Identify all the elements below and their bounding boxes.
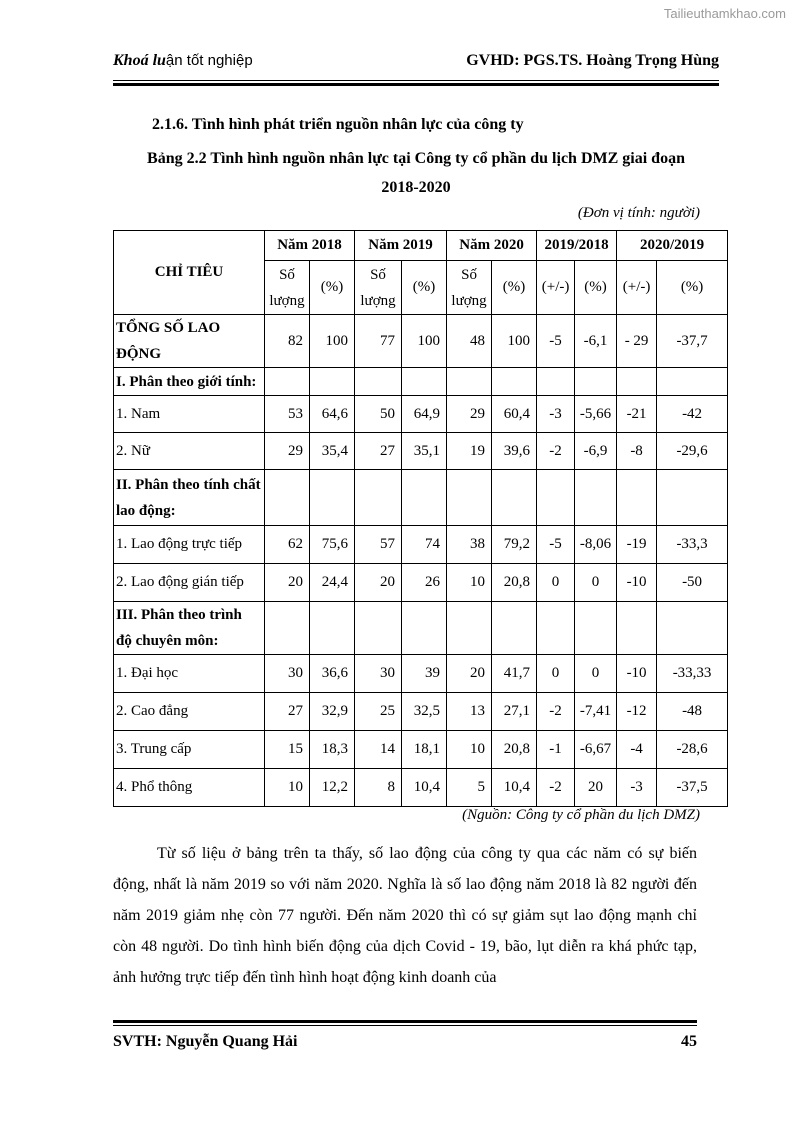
table-cell [537, 602, 575, 655]
table-cell: 27 [265, 693, 310, 731]
table-cell: 13 [447, 693, 492, 731]
row-label: 1. Đại học [114, 655, 265, 693]
table-cell: -2 [537, 693, 575, 731]
table-cell: 26 [402, 564, 447, 602]
table-cell [575, 368, 617, 396]
col-header-2019-2018: 2019/2018 [537, 231, 617, 261]
table-cell: 10 [447, 564, 492, 602]
table-cell: 19 [447, 433, 492, 470]
table-cell: 32,5 [402, 693, 447, 731]
table-cell: 57 [355, 526, 402, 564]
table-cell: -4 [617, 731, 657, 769]
table-cell: -48 [657, 693, 728, 731]
table-cell [492, 470, 537, 526]
table-row [114, 315, 728, 368]
table-cell [402, 470, 447, 526]
table-cell: 60,4 [492, 396, 537, 433]
page-number: 45 [681, 1033, 697, 1050]
table-row [114, 396, 728, 433]
table-row [114, 526, 728, 564]
table-cell: 74 [402, 526, 447, 564]
table-cell: 77 [355, 315, 402, 368]
table-cell: 82 [265, 315, 310, 368]
table-cell [537, 368, 575, 396]
table-cell: 29 [447, 396, 492, 433]
row-label: TỔNG SỐ LAO ĐỘNG [114, 315, 265, 368]
table-cell [575, 470, 617, 526]
table-cell [355, 602, 402, 655]
table-section-row [114, 602, 728, 655]
table-cell: 41,7 [492, 655, 537, 693]
table-cell [310, 368, 355, 396]
table-cell: 48 [447, 315, 492, 368]
table-cell: 8 [355, 769, 402, 807]
table-cell: 0 [537, 564, 575, 602]
table-cell: - 29 [617, 315, 657, 368]
table-cell: 0 [537, 655, 575, 693]
subheader-qty: Số lượng [355, 261, 402, 315]
header-thesis-label: Khoá luận tốt nghiệp [113, 52, 253, 69]
table-cell: 20 [265, 564, 310, 602]
table-cell [617, 602, 657, 655]
table-cell: 27 [355, 433, 402, 470]
table-cell: 53 [265, 396, 310, 433]
row-label: 2. Lao động gián tiếp [114, 564, 265, 602]
table-cell: -6,9 [575, 433, 617, 470]
row-label: 2. Nữ [114, 433, 265, 470]
table-cell: 27,1 [492, 693, 537, 731]
row-label: I. Phân theo giới tính: [114, 368, 265, 396]
table-caption-line2: 2018-2020 [381, 179, 451, 196]
table-cell: 64,6 [310, 396, 355, 433]
col-header-2020: Năm 2020 [447, 231, 537, 261]
col-header-2019: Năm 2019 [355, 231, 447, 261]
footer-rule-thin [113, 1025, 697, 1026]
table-cell [492, 602, 537, 655]
table-cell [310, 602, 355, 655]
table-cell: -50 [657, 564, 728, 602]
table-cell: -10 [617, 564, 657, 602]
table-cell: 5 [447, 769, 492, 807]
table-cell: -12 [617, 693, 657, 731]
table-cell: 30 [265, 655, 310, 693]
table-cell [265, 368, 310, 396]
table-cell: -29,6 [657, 433, 728, 470]
page-header [113, 52, 719, 74]
table-cell: 25 [355, 693, 402, 731]
col-header-criteria: CHỈ TIÊU [114, 231, 265, 315]
table-section-row [114, 368, 728, 396]
row-label: 2. Cao đẳng [114, 693, 265, 731]
table-cell: 39 [402, 655, 447, 693]
table-row [114, 433, 728, 470]
table-cell: 100 [310, 315, 355, 368]
table-cell [617, 470, 657, 526]
table-cell: -28,6 [657, 731, 728, 769]
table-cell: 15 [265, 731, 310, 769]
table-cell: 0 [575, 564, 617, 602]
header-rule-thick [113, 83, 719, 86]
subheader-diff: (+/-) [537, 261, 575, 315]
table-row [114, 731, 728, 769]
table-cell [657, 470, 728, 526]
table-cell: 50 [355, 396, 402, 433]
col-header-2020-2019: 2020/2019 [617, 231, 728, 261]
table-cell [657, 368, 728, 396]
table-cell: -42 [657, 396, 728, 433]
table-cell: -3 [537, 396, 575, 433]
table-row [114, 655, 728, 693]
table-cell: -8 [617, 433, 657, 470]
table-cell [265, 602, 310, 655]
table-cell: 10,4 [492, 769, 537, 807]
table-cell: 20 [447, 655, 492, 693]
section-title: 2.1.6. Tình hình phát triển nguồn nhân lực của công ty [152, 116, 524, 133]
table-cell: 20,8 [492, 731, 537, 769]
row-label: 1. Lao động trực tiếp [114, 526, 265, 564]
table-cell: 39,6 [492, 433, 537, 470]
table-cell: 0 [575, 655, 617, 693]
table-cell: -10 [617, 655, 657, 693]
table-cell: -3 [617, 769, 657, 807]
table-cell: 10,4 [402, 769, 447, 807]
table-cell: 20 [355, 564, 402, 602]
table-cell: -2 [537, 769, 575, 807]
paragraph-text: Từ số liệu ở bảng trên ta thấy, số lao động của công ty qua các năm có sự biến động, nhất là năm 2019 so với năm 2020. Nghĩa là số lao động năm 2018 là 82 người đến năm 2019 giảm nhẹ còn 77 người. Đến năm 2020 thì có sự giảm sụt lao động mạnh chỉ còn 48 người. Do tình hình biến động của dịch Covid - 19, bão, lụt diễn ra khá phức tạp, ảnh hưởng trực tiếp đến tình hình hoạt động kinh doanh của [113, 845, 697, 986]
table-cell: 35,1 [402, 433, 447, 470]
subheader-pct: (%) [310, 261, 355, 315]
table-cell [355, 368, 402, 396]
subheader-qty: Số lượng [447, 261, 492, 315]
table-cell: 36,6 [310, 655, 355, 693]
table-row [114, 693, 728, 731]
table-cell: 10 [447, 731, 492, 769]
table-cell: 79,2 [492, 526, 537, 564]
col-header-2018: Năm 2018 [265, 231, 355, 261]
table-cell: 35,4 [310, 433, 355, 470]
table-cell [310, 470, 355, 526]
table-cell: -33,33 [657, 655, 728, 693]
table-cell: -5,66 [575, 396, 617, 433]
table-caption-line1: Bảng 2.2 Tình hình nguồn nhân lực tại Công ty cổ phần du lịch DMZ giai đoạn [147, 150, 685, 167]
row-label: 4. Phổ thông [114, 769, 265, 807]
table-cell: 64,9 [402, 396, 447, 433]
table-row [114, 769, 728, 807]
table-cell: 30 [355, 655, 402, 693]
table-cell: -8,06 [575, 526, 617, 564]
table-cell [402, 368, 447, 396]
subheader-pct: (%) [492, 261, 537, 315]
table-cell [617, 368, 657, 396]
table-cell: 24,4 [310, 564, 355, 602]
table-cell [447, 602, 492, 655]
table-cell: 10 [265, 769, 310, 807]
table-cell: 14 [355, 731, 402, 769]
table-cell: 12,2 [310, 769, 355, 807]
table-cell: 18,3 [310, 731, 355, 769]
table-cell: -5 [537, 315, 575, 368]
table-cell: -7,41 [575, 693, 617, 731]
table-header-row-1 [114, 231, 728, 261]
table-cell: -21 [617, 396, 657, 433]
table-cell: -1 [537, 731, 575, 769]
subheader-pct: (%) [402, 261, 447, 315]
table-cell: 20,8 [492, 564, 537, 602]
table-cell [355, 470, 402, 526]
table-cell [492, 368, 537, 396]
table-cell: -37,7 [657, 315, 728, 368]
subheader-pct: (%) [657, 261, 728, 315]
table-cell: 32,9 [310, 693, 355, 731]
table-caption [113, 144, 719, 202]
row-label: III. Phân theo trình độ chuyên môn: [114, 602, 265, 655]
row-label: 3. Trung cấp [114, 731, 265, 769]
table-cell: 20 [575, 769, 617, 807]
row-label: 1. Nam [114, 396, 265, 433]
subheader-pct: (%) [575, 261, 617, 315]
table-cell: 29 [265, 433, 310, 470]
table-row [114, 564, 728, 602]
table-cell: 100 [492, 315, 537, 368]
table-cell: 38 [447, 526, 492, 564]
row-label: II. Phân theo tính chất lao động: [114, 470, 265, 526]
table-cell [402, 602, 447, 655]
table-cell: -5 [537, 526, 575, 564]
unit-note: (Đơn vị tính: người) [577, 205, 700, 221]
body-paragraph [113, 838, 697, 993]
table-cell [657, 602, 728, 655]
workforce-table [113, 230, 728, 807]
table-cell: -37,5 [657, 769, 728, 807]
table-cell [447, 368, 492, 396]
source-note: (Nguồn: Công ty cổ phần du lịch DMZ) [462, 807, 700, 823]
table-cell: -6,67 [575, 731, 617, 769]
table-cell: 100 [402, 315, 447, 368]
subheader-qty: Số lượng [265, 261, 310, 315]
table-cell [265, 470, 310, 526]
table-cell: -6,1 [575, 315, 617, 368]
watermark: Tailieuthamkhao.com [663, 6, 786, 21]
table-cell: 18,1 [402, 731, 447, 769]
header-rule-thin [113, 80, 719, 81]
table-cell [575, 602, 617, 655]
header-advisor: GVHD: PGS.TS. Hoàng Trọng Hùng [466, 52, 719, 69]
footer-author: SVTH: Nguyễn Quang Hải [113, 1033, 298, 1050]
table-section-row [114, 470, 728, 526]
table-cell: -2 [537, 433, 575, 470]
table-cell: -33,3 [657, 526, 728, 564]
footer-rule-thick [113, 1020, 697, 1023]
table-cell: 62 [265, 526, 310, 564]
table-cell [447, 470, 492, 526]
table-cell [537, 470, 575, 526]
table-cell: 75,6 [310, 526, 355, 564]
table-cell: -19 [617, 526, 657, 564]
subheader-diff: (+/-) [617, 261, 657, 315]
